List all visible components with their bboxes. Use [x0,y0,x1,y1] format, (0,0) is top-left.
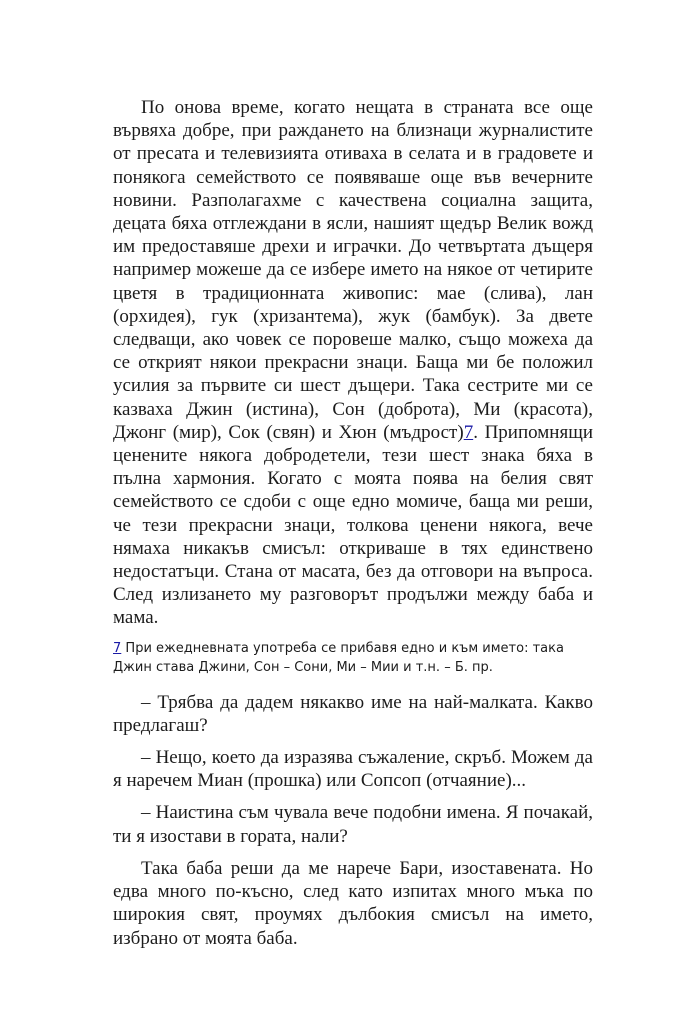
body-paragraph [113,96,593,630]
footnote-reference-link[interactable]: 7 [463,421,474,443]
dialogue-line: – Трябва да дадем някакво име на най-малката. Какво предлагаш? [113,691,593,736]
page-body [113,96,593,950]
closing-paragraph: Така баба реши да ме нарече Бари, изоставената. Но едва много по-късно, след като изпитах много мъка по широкия свят, проумях дълбокия смисъл на името, избрано от моята баба. [113,857,593,949]
dialogue-line: – Наистина съм чувала вече подобни имена. Я почакай, ти я изостави в гората, нали? [113,802,593,847]
paragraph-text: . Припомнящи ценените някога добродетели, тези шест знака бяха в пълна хармония. Когато с моята поява на белия свят семейството се сдоби с още едно момиче, баща ми реши, че тези прекрасни знаци, толкова ценени някога, вече нямаха никакъв смисъл: откриваше в тях единствено недостатъци. Стана от масата, без да отговори на въпроса. След излизането му разговорът продължи между баба и мама. [113,421,593,629]
paragraph-text: По онова време, когато нещата в страната все още вървяха добре, при раждането на близнаци журналистите от пресата и телевизията отиваха в селата и в градовете и понякога семейството се появяваше още във вечерните новини. Разполагахме с качествена социална защита, децата бяха отглеждани в ясли, нашият щедър Велик вожд им предоставяше дрехи и играчки. До четвъртата дъщеря например можеше да се избере името на някое от четирите цветя в традиционната живопис: мае (слива), лан (орхидея), гук (хризантема), жук (бамбук). За двете следващи, ако човек се поровеше малко, също можеха да се открият някои прекрасни знаци. Баща ми бе положил усилия за първите си шест дъщери. Така сестрите ми се казваха Джин (истина), Сон (доброта), Ми (красота), Джонг (мир), Сок (свян) и Хюн (мъдрост) [113,97,593,443]
footnote-text: При ежедневната употреба се прибавя едно и към името: така Джин става Джини, Сон – Сони, Ми – Мии и т.н. – Б. пр. [113,640,564,675]
dialogue-line: – Нещо, което да изразява съжаление, скръб. Можем да я наречем Миан (прошка) или Сопсоп (отчаяние)... [113,747,593,792]
footnote [113,639,593,677]
footnote-number-link[interactable]: 7 [113,640,122,656]
